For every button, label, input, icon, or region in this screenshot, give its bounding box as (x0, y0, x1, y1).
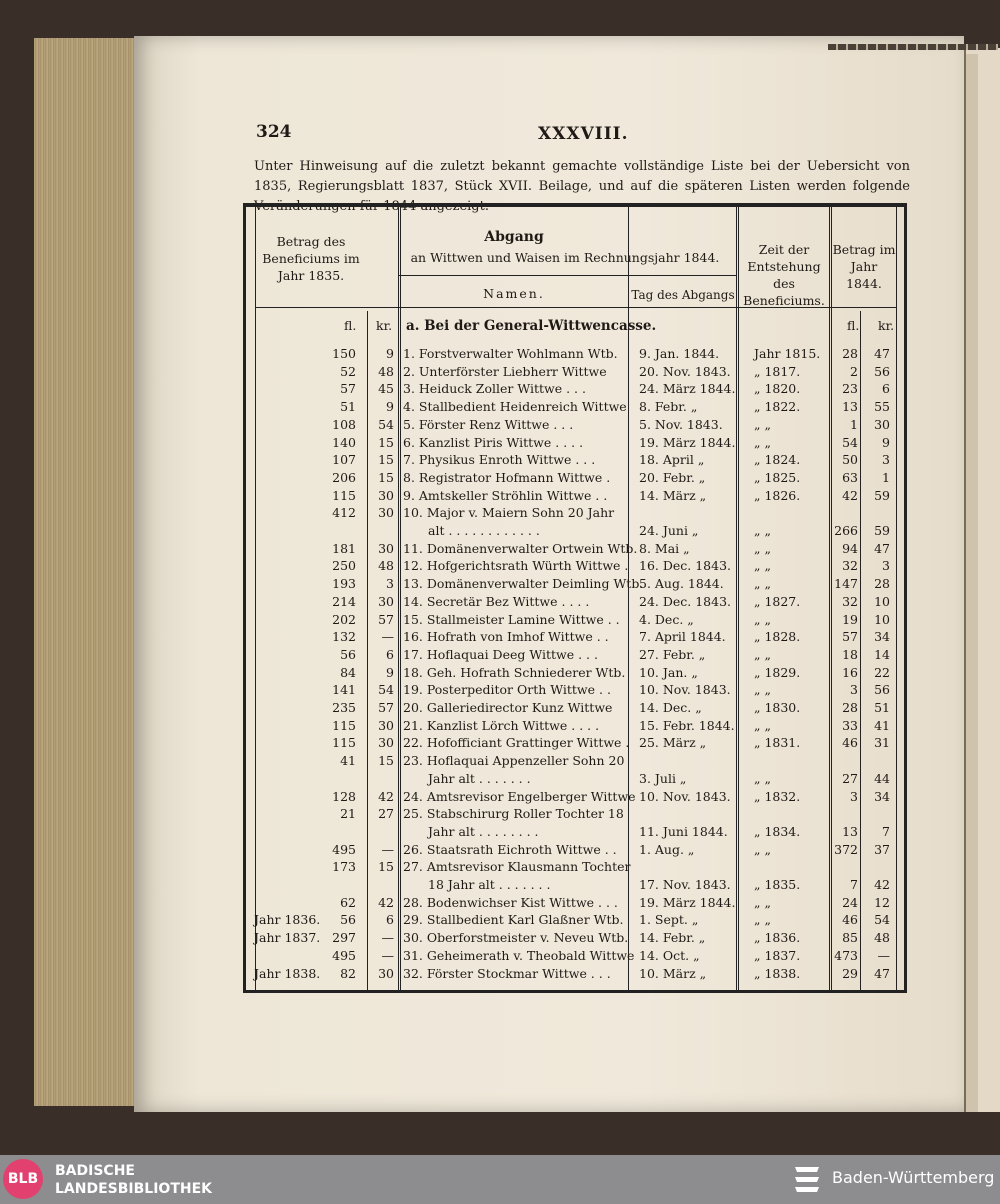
cell-tag: 24. März 1844. (639, 381, 736, 397)
cell-fl-1835: 56 (340, 912, 356, 928)
cell-tag: 10. März „ (639, 965, 707, 981)
cell-zeit: Jahr 1815. (754, 346, 821, 361)
cell-fl-1835: 115 (332, 735, 356, 751)
cell-tag: 14. März „ (639, 487, 707, 503)
header-abgang-sub: an Wittwen und Waisen im Rechnungsjahr 1844. (410, 250, 720, 265)
table-row (246, 398, 904, 416)
cell-kr-1844: 14 (874, 646, 890, 662)
table-row (246, 770, 904, 788)
cell-kr-1844: 28 (874, 576, 890, 592)
cell-fl-1835: 108 (332, 416, 356, 432)
cell-fl-1835: 495 (332, 947, 356, 963)
cell-kr-1844: 54 (874, 912, 890, 928)
header-betrag-1844: Betrag im Jahr 1844. (832, 242, 896, 291)
facing-page-edge (966, 54, 978, 1112)
table-row (246, 451, 904, 469)
cell-fl-1844: 18 (842, 646, 858, 662)
cell-fl-1835: 132 (332, 629, 356, 645)
cell-tag: 25. März „ (639, 735, 707, 751)
cell-tag: 7. April 1844. (639, 629, 726, 645)
cell-kr-1844: 44 (874, 770, 890, 786)
cell-kr-1844: 22 (874, 664, 890, 680)
cell-kr-1844: 51 (874, 700, 890, 715)
cell-fl-1835: 107 (332, 452, 356, 468)
cell-tag: 18. April „ (639, 452, 705, 468)
cell-name: 30. Oberforstmeister v. Neveu Wtb. (403, 930, 629, 946)
cell-kr-1844: 12 (874, 894, 890, 910)
cell-kr-1844: 42 (874, 877, 890, 892)
unit-kr: kr. (376, 318, 393, 333)
cell-fl-1844: 372 (834, 841, 858, 857)
cell-name: Jahr alt . . . . . . . . (428, 823, 539, 839)
blb-name-line1: BADISCHE (55, 1163, 135, 1179)
library-footer-bar (0, 1155, 1000, 1204)
cell-fl-1835: 57 (340, 381, 356, 397)
cell-tag: 5. Aug. 1844. (639, 576, 724, 592)
table-row (246, 805, 904, 823)
cell-zeit: „ „ (754, 717, 771, 733)
cell-name: 29. Stallbedient Karl Glaßner Wtb. (403, 912, 624, 928)
cell-tag: 3. Juli „ (639, 770, 687, 786)
table-row (246, 929, 904, 947)
cell-zeit: „ 1826. (754, 487, 801, 503)
cell-kr-1844: 48 (874, 930, 890, 946)
cell-tag: 16. Dec. 1843. (639, 558, 732, 574)
cell-kr-1835: — (381, 947, 394, 963)
cell-fl-1835: 84 (340, 664, 356, 680)
cell-tag: 10. Nov. 1843. (639, 788, 731, 804)
cell-kr-1835: 6 (386, 646, 394, 662)
cell-name: alt . . . . . . . . . . . . (428, 523, 540, 538)
cell-fl-1844: 266 (834, 523, 858, 538)
page-number: 324 (256, 122, 292, 142)
cell-kr-1835: 6 (386, 912, 394, 928)
cell-zeit: „ 1820. (754, 381, 801, 397)
cell-fl-1844: 24 (842, 894, 858, 910)
table-row (246, 752, 904, 770)
table-row (246, 699, 904, 717)
cell-tag: 24. Juni „ (639, 523, 699, 538)
cell-kr-1844: 3 (882, 452, 890, 468)
table-row (246, 894, 904, 912)
table-row (246, 522, 904, 540)
cell-kr-1844: 59 (874, 523, 890, 538)
cell-tag: 19. März 1844. (639, 434, 736, 450)
cell-fl-1835: 62 (340, 894, 356, 910)
cell-fl-1835: 56 (340, 646, 356, 662)
cell-fl-1844: 63 (842, 469, 858, 485)
header-abgang: Abgang (484, 229, 544, 245)
cell-zeit: „ „ (754, 558, 771, 574)
cell-kr-1844: 59 (874, 487, 890, 503)
cell-tag: 19. März 1844. (639, 894, 736, 910)
cell-kr-1844: 34 (874, 629, 890, 645)
cell-fl-1835: 150 (332, 346, 356, 361)
cell-name: 23. Hoflaquai Appenzeller Sohn 20 (403, 753, 625, 769)
cell-kr-1835: 3 (386, 576, 394, 592)
cell-fl-1844: 46 (842, 912, 858, 928)
cell-zeit: „ 1837. (754, 947, 801, 963)
cell-kr-1844: 41 (874, 717, 890, 733)
table-row (246, 380, 904, 398)
table-row (246, 734, 904, 752)
cell-kr-1835: 15 (378, 469, 394, 485)
table-row (246, 487, 904, 505)
cell-zeit: „ „ (754, 894, 771, 910)
cell-name: 17. Hoflaquai Deeg Wittwe . . . (403, 646, 598, 662)
cell-name: 18 Jahr alt . . . . . . . (428, 877, 551, 892)
cell-tag: 11. Juni 1844. (639, 823, 728, 839)
cell-name: 31. Geheimerath v. Theobald Wittwe (403, 947, 635, 963)
cell-fl-1835: 82 (340, 965, 356, 981)
units-row (246, 317, 904, 335)
cell-fl-1844: 28 (842, 346, 858, 361)
cell-fl-1835: 297 (332, 930, 356, 946)
cell-kr-1844: 10 (874, 593, 890, 609)
table-row (246, 363, 904, 381)
cell-tag: 17. Nov. 1843. (639, 877, 731, 892)
header-namen: Namen. (483, 286, 545, 301)
cell-tag: 14. Dec. „ (639, 700, 702, 715)
cell-fl-1844: 28 (842, 700, 858, 715)
cell-name: 7. Physikus Enroth Wittwe . . . (403, 452, 596, 468)
cell-kr-1844: 31 (874, 735, 890, 751)
cell-name: 21. Kanzlist Lörch Wittwe . . . . (403, 717, 600, 733)
cell-zeit: „ „ (754, 576, 771, 592)
cell-fl-1835: 412 (332, 505, 356, 521)
table-row (246, 681, 904, 699)
cell-kr-1835: 48 (378, 363, 394, 379)
cell-tag: 10. Jan. „ (639, 664, 698, 680)
cell-fl-1835: 173 (332, 859, 356, 875)
cell-fl-1844: 32 (842, 593, 858, 609)
cell-zeit: „ 1834. (754, 823, 801, 839)
cell-tag: 15. Febr. 1844. (639, 717, 735, 733)
cell-zeit: „ 1824. (754, 452, 801, 468)
table-row (246, 788, 904, 806)
cell-zeit: „ 1825. (754, 469, 801, 485)
cell-zeit: „ 1838. (754, 965, 801, 981)
cell-tag: 9. Jan. 1844. (639, 346, 720, 361)
cell-fl-1835: 41 (340, 753, 356, 769)
cell-fl-1844: 16 (842, 664, 858, 680)
cell-zeit: „ „ (754, 912, 771, 928)
cell-fl-1835: 206 (332, 469, 356, 485)
cell-kr-1844: 55 (874, 399, 890, 415)
bw-label: Baden-Württemberg (832, 1168, 995, 1187)
cell-zeit: „ 1817. (754, 363, 801, 379)
cell-kr-1835: 9 (386, 664, 394, 680)
table-row (246, 557, 904, 575)
cell-tag: 1. Aug. „ (639, 841, 695, 857)
cell-tag: 10. Nov. 1843. (639, 682, 731, 698)
cell-zeit: „ „ (754, 434, 771, 450)
cell-kr-1844: 47 (874, 346, 890, 361)
cell-kr-1844: 47 (874, 965, 890, 981)
cell-zeit: „ „ (754, 540, 771, 556)
section-heading: a. Bei der General-Wittwencasse. (406, 318, 657, 334)
cell-fl-1835: 21 (340, 806, 356, 822)
table-row (246, 540, 904, 558)
row-year-note: Jahr 1838. (254, 965, 321, 981)
cell-name: 19. Posterpeditor Orth Wittwe . . (403, 682, 611, 698)
cell-kr-1844: 47 (874, 540, 890, 556)
cell-fl-1835: 128 (332, 788, 356, 804)
cell-zeit: „ 1829. (754, 664, 801, 680)
table-row (246, 947, 904, 965)
cell-tag: 14. Febr. „ (639, 930, 706, 946)
cell-name: 28. Bodenwichser Kist Wittwe . . . (403, 894, 618, 910)
cell-kr-1835: 30 (378, 735, 394, 751)
cell-kr-1844: 9 (882, 434, 890, 450)
cell-fl-1844: 94 (842, 540, 858, 556)
rule (398, 275, 736, 276)
cell-fl-1835: 181 (332, 540, 356, 556)
cell-fl-1844: 33 (842, 717, 858, 733)
table-row (246, 858, 904, 876)
cell-name: 25. Stabschirurg Roller Tochter 18 (403, 806, 624, 822)
cell-zeit: „ „ (754, 416, 771, 432)
cell-kr-1835: 30 (378, 965, 394, 981)
cell-kr-1835: 30 (378, 505, 394, 521)
cell-name: 8. Registrator Hofmann Wittwe . (403, 469, 611, 485)
cell-name: 6. Kanzlist Piris Wittwe . . . . (403, 434, 584, 450)
cell-fl-1844: 7 (850, 877, 858, 892)
cell-kr-1844: — (877, 947, 890, 963)
table-row (246, 823, 904, 841)
table-row (246, 575, 904, 593)
cell-fl-1844: 42 (842, 487, 858, 503)
cell-kr-1835: — (381, 629, 394, 645)
cell-fl-1835: 235 (332, 700, 356, 715)
blb-name (55, 1162, 212, 1198)
cell-kr-1835: 9 (386, 399, 394, 415)
cell-zeit: „ 1836. (754, 930, 801, 946)
table-row (246, 434, 904, 452)
blb-logo-icon: BLB (3, 1159, 43, 1199)
cell-tag: 20. Nov. 1843. (639, 363, 731, 379)
cell-fl-1844: 2 (850, 363, 858, 379)
blb-name-line2: LANDESBIBLIOTHEK (55, 1181, 213, 1197)
cell-kr-1835: 45 (378, 381, 394, 397)
cell-fl-1844: 473 (834, 947, 858, 963)
cell-zeit: „ 1827. (754, 593, 801, 609)
cell-fl-1844: 3 (850, 788, 858, 804)
intro-paragraph: Unter Hinweisung auf die zuletzt bekannt gemachte vollständige Liste bei der Uebersicht von 1835, Regierungsblatt 1837, Stück XVII. Beilage, und auf die späteren Listen werden folgende Veränderungen für 1844 angezeigt. (254, 159, 910, 214)
page-edges (34, 38, 134, 1106)
cell-fl-1835: 250 (332, 558, 356, 574)
cell-zeit: „ 1831. (754, 735, 801, 751)
cell-fl-1844: 50 (842, 452, 858, 468)
cell-kr-1835: 9 (386, 346, 394, 361)
cell-fl-1835: 495 (332, 841, 356, 857)
cell-fl-1835: 141 (332, 682, 356, 698)
table-row (246, 911, 904, 929)
cell-name: 9. Amtskeller Ströhlin Wittwe . . (403, 487, 608, 503)
cell-fl-1844: 57 (842, 629, 858, 645)
cell-zeit: „ 1835. (754, 877, 801, 892)
cell-tag: 4. Dec. „ (639, 611, 694, 627)
cell-fl-1835: 51 (340, 399, 356, 415)
cell-zeit: „ 1828. (754, 629, 801, 645)
cell-zeit: „ 1832. (754, 788, 801, 804)
cell-name: 13. Domänenverwalter Deimling Wtb. (403, 576, 644, 592)
cell-kr-1844: 37 (874, 841, 890, 857)
cell-zeit: „ 1830. (754, 700, 801, 715)
cell-name: 14. Secretär Bez Wittwe . . . . (403, 593, 590, 609)
chapter-heading: XXXVIII. (538, 124, 629, 144)
cell-kr-1844: 10 (874, 611, 890, 627)
cell-fl-1835: 202 (332, 611, 356, 627)
cell-name: 2. Unterförster Liebherr Wittwe (403, 363, 607, 379)
table-row (246, 646, 904, 664)
cell-name: 5. Förster Renz Wittwe . . . (403, 416, 574, 432)
cell-name: 24. Amtsrevisor Engelberger Wittwe (403, 788, 636, 804)
cell-fl-1835: 140 (332, 434, 356, 450)
cell-kr-1835: 30 (378, 593, 394, 609)
cell-kr-1835: 30 (378, 487, 394, 503)
cell-kr-1844: 3 (882, 558, 890, 574)
cell-kr-1835: 54 (378, 682, 394, 698)
cell-kr-1835: — (381, 841, 394, 857)
cell-tag: 8. Mai „ (639, 540, 690, 556)
cell-name: 27. Amtsrevisor Klausmann Tochter (403, 859, 631, 875)
table-row (246, 469, 904, 487)
table-row (246, 416, 904, 434)
cell-kr-1835: 42 (378, 894, 394, 910)
cell-fl-1844: 19 (842, 611, 858, 627)
cell-zeit: „ „ (754, 523, 771, 538)
cell-kr-1844: 34 (874, 788, 890, 804)
cell-fl-1844: 27 (842, 770, 858, 786)
cell-tag: 14. Oct. „ (639, 947, 700, 963)
cell-name: 4. Stallbedient Heidenreich Wittwe (403, 399, 627, 415)
cell-name: 1. Forstverwalter Wohlmann Wtb. (403, 346, 618, 361)
cell-fl-1844: 46 (842, 735, 858, 751)
table-row (246, 965, 904, 983)
header-betrag-1835: Betrag des Beneficiums im Jahr 1835. (262, 234, 360, 283)
cell-name: 18. Geh. Hofrath Schniederer Wtb. (403, 664, 626, 680)
cell-fl-1835: 52 (340, 363, 356, 379)
cell-kr-1844: 6 (882, 381, 890, 397)
cell-tag: 1. Sept. „ (639, 912, 699, 928)
cell-tag: 20. Febr. „ (639, 469, 706, 485)
cell-name: 20. Galleriedirector Kunz Wittwe (403, 700, 613, 715)
cell-name: 3. Heiduck Zoller Wittwe . . . (403, 381, 586, 397)
table-row (246, 611, 904, 629)
cell-name: 12. Hofgerichtsrath Würth Wittwe . (403, 558, 629, 574)
cell-kr-1835: 15 (378, 434, 394, 450)
cell-kr-1835: 54 (378, 416, 394, 432)
cell-tag: 27. Febr. „ (639, 646, 706, 662)
cell-fl-1835: 115 (332, 717, 356, 733)
header-tag: Tag des Abgangs (631, 288, 735, 302)
cell-fl-1844: 54 (842, 434, 858, 450)
cell-kr-1835: 30 (378, 717, 394, 733)
cell-zeit: „ „ (754, 646, 771, 662)
cell-name: 22. Hofofficiant Grattinger Wittwe . (403, 735, 630, 751)
cell-kr-1844: 1 (882, 469, 890, 485)
table-row (246, 664, 904, 682)
cell-kr-1844: 30 (874, 416, 890, 432)
cell-fl-1835: 193 (332, 576, 356, 592)
cell-kr-1835: 15 (378, 859, 394, 875)
unit-kr-1844: kr. (878, 318, 895, 333)
cell-kr-1835: 57 (378, 700, 394, 715)
row-year-note: Jahr 1836. (254, 912, 321, 928)
cell-tag: 24. Dec. 1843. (639, 593, 732, 609)
cell-zeit: „ 1822. (754, 399, 801, 415)
cell-fl-1844: 13 (842, 399, 858, 415)
cell-kr-1835: 57 (378, 611, 394, 627)
cell-zeit: „ „ (754, 841, 771, 857)
cell-fl-1844: 1 (850, 416, 858, 432)
cell-name: 26. Staatsrath Eichroth Wittwe . . (403, 841, 617, 857)
cell-fl-1844: 147 (834, 576, 858, 592)
unit-fl-1844: fl. (847, 318, 860, 333)
cell-kr-1835: — (381, 930, 394, 946)
cell-zeit: „ „ (754, 611, 771, 627)
cell-name: 15. Stallmeister Lamine Wittwe . . (403, 611, 620, 627)
table-row (246, 628, 904, 646)
cell-kr-1844: 7 (882, 823, 890, 839)
header-zeit: Zeit der Entstehung des Beneficiums. (743, 242, 825, 308)
cell-tag: 5. Nov. 1843. (639, 416, 723, 432)
cell-kr-1835: 30 (378, 540, 394, 556)
cell-kr-1835: 48 (378, 558, 394, 574)
cell-kr-1835: 42 (378, 788, 394, 804)
cell-kr-1844: 56 (874, 682, 890, 698)
benefit-table (243, 203, 907, 993)
cell-name: Jahr alt . . . . . . . (428, 770, 531, 786)
cell-tag: 8. Febr. „ (639, 399, 698, 415)
cell-kr-1844: 56 (874, 363, 890, 379)
cell-fl-1844: 23 (842, 381, 858, 397)
cell-zeit: „ „ (754, 682, 771, 698)
table-row (246, 841, 904, 859)
cell-kr-1835: 27 (378, 806, 394, 822)
cell-kr-1835: 15 (378, 753, 394, 769)
cell-kr-1835: 15 (378, 452, 394, 468)
lions-coat-of-arms-icon (792, 1163, 822, 1197)
cell-zeit: „ „ (754, 770, 771, 786)
cell-fl-1844: 13 (842, 823, 858, 839)
cell-fl-1844: 85 (842, 930, 858, 946)
unit-fl: fl. (344, 318, 357, 333)
cell-name: 11. Domänenverwalter Ortwein Wtb. (403, 540, 638, 556)
cell-fl-1844: 32 (842, 558, 858, 574)
table-row (246, 717, 904, 735)
table-row (246, 876, 904, 894)
cell-name: 32. Förster Stockmar Wittwe . . . (403, 965, 611, 981)
cell-name: 10. Major v. Maiern Sohn 20 Jahr (403, 505, 615, 521)
cell-name: 16. Hofrath von Imhof Wittwe . . (403, 629, 609, 645)
table-row (246, 345, 904, 363)
table-row (246, 504, 904, 522)
cell-fl-1844: 3 (850, 682, 858, 698)
row-year-note: Jahr 1837. (254, 930, 321, 946)
cell-fl-1835: 214 (332, 593, 356, 609)
table-row (246, 593, 904, 611)
cell-fl-1835: 115 (332, 487, 356, 503)
cell-fl-1844: 29 (842, 965, 858, 981)
color-scale-strip (828, 44, 998, 50)
